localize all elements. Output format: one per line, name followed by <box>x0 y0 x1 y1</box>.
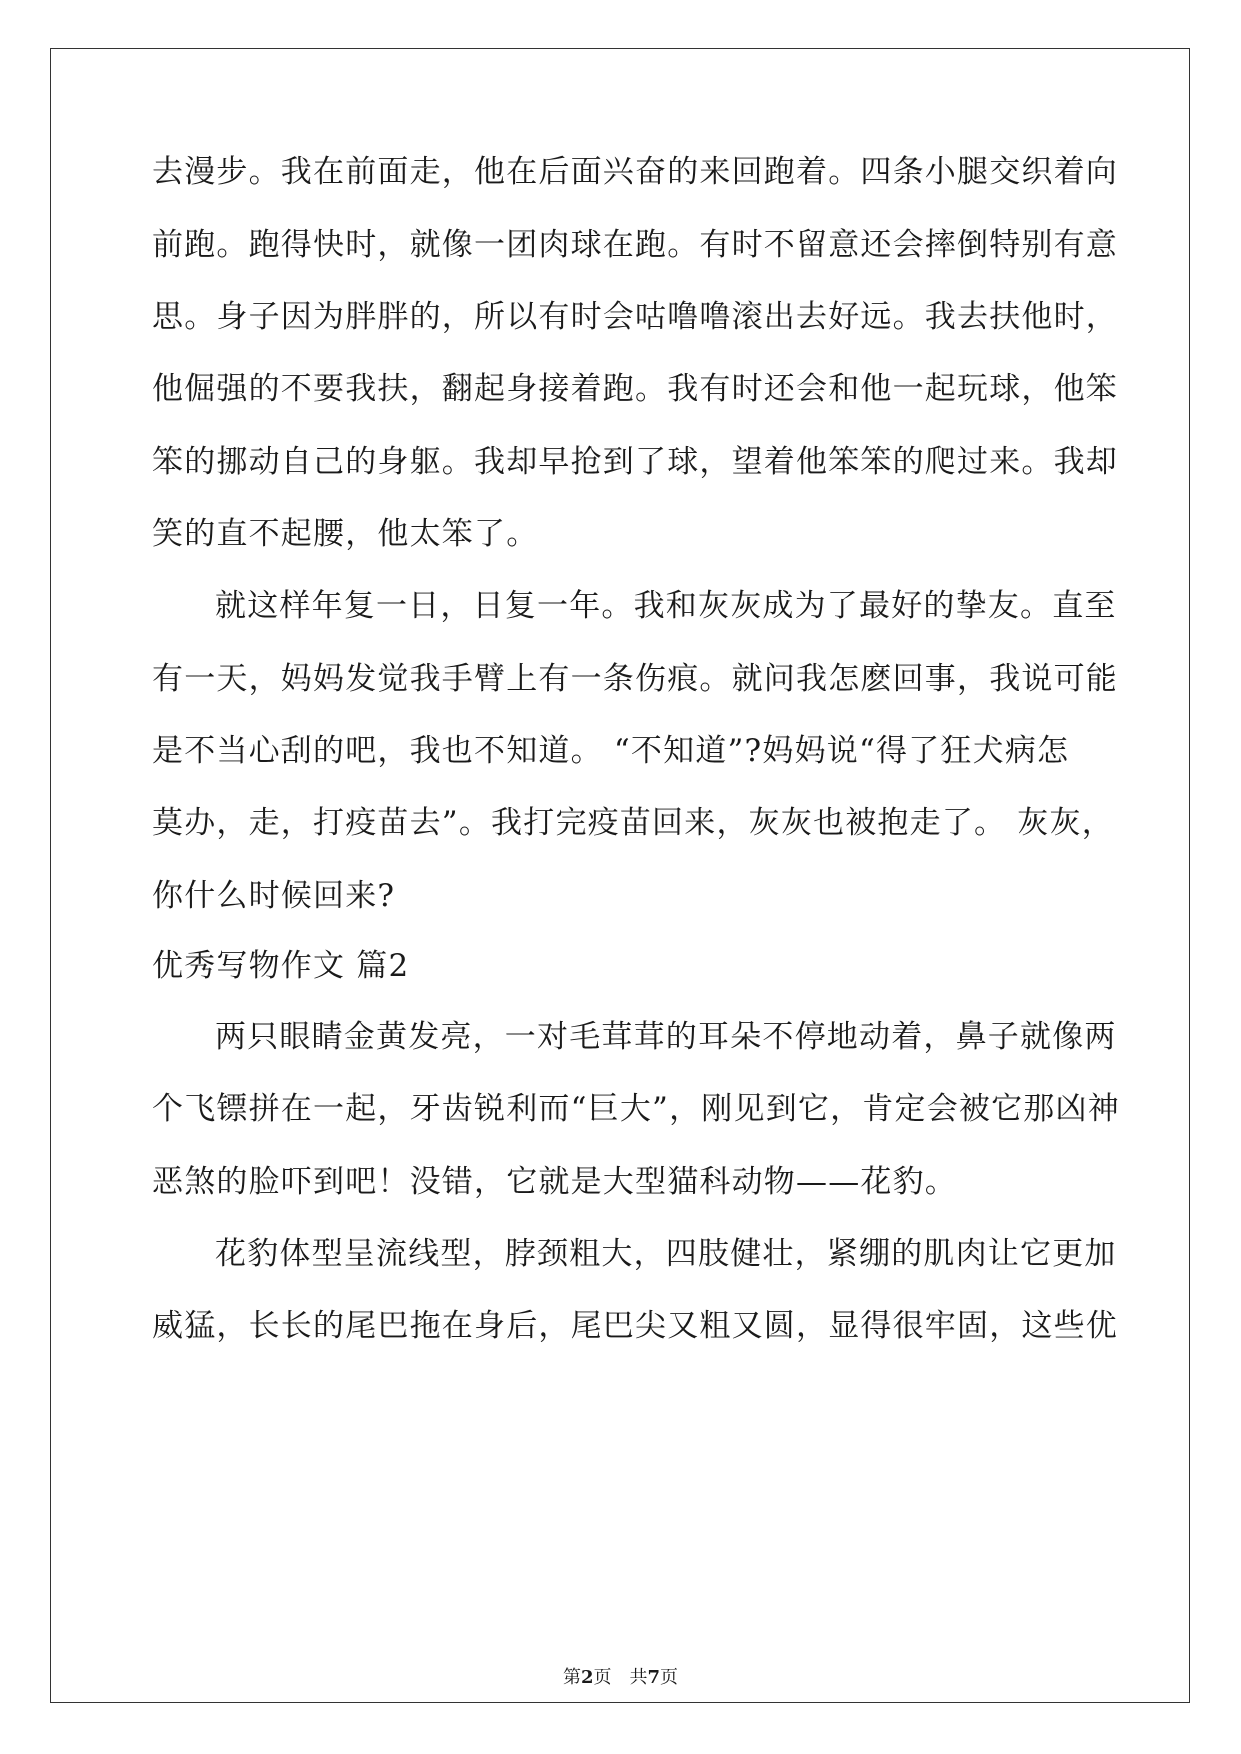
total-pages-number: 7 <box>647 1667 661 1688</box>
text-line: 是不当心刮的吧，我也不知道。 “不知道”?妈妈说“得了狂犬病怎 <box>152 733 1070 769</box>
page-label-suffix: 页 <box>660 1667 679 1688</box>
text-line: 笨的挪动自己的身躯。我却早抢到了球，望着他笨笨的爬过来。我却 <box>152 444 1118 480</box>
page-label-mid: 页 共 <box>593 1667 648 1688</box>
page-label-prefix: 第 <box>562 1667 581 1688</box>
section-heading: 优秀写物作文 篇2 <box>152 948 410 984</box>
text-line: 威猛，长长的尾巴拖在身后，尾巴尖又粗又圆，显得很牢固，这些优 <box>152 1308 1118 1344</box>
text-line: 前跑。跑得快时，就像一团肉球在跑。有时不留意还会摔倒特别有意 <box>152 227 1118 263</box>
page-footer <box>0 1666 1241 1690</box>
text-line: 你什么时候回来? <box>152 878 396 914</box>
text-line: 思。身子因为胖胖的，所以有时会咕噜噜滚出去好远。我去扶他时， <box>152 299 1118 335</box>
text-line: 有一天，妈妈发觉我手臂上有一条伤痕。就问我怎麽回事，我说可能 <box>152 661 1118 697</box>
text-line: 去漫步。我在前面走，他在后面兴奋的来回跑着。四条小腿交织着向 <box>152 154 1118 190</box>
text-line: 就这样年复一日，日复一年。我和灰灰成为了最好的挚友。直至 <box>215 588 1117 624</box>
current-page-number: 2 <box>580 1667 594 1688</box>
text-line: 个飞镖拼在一起，牙齿锐利而“巨大”，刚见到它，肯定会被它那凶神 <box>152 1091 1120 1127</box>
text-line: 笑的直不起腰，他太笨了。 <box>152 516 539 552</box>
text-line: 他倔强的不要我扶，翻起身接着跑。我有时还会和他一起玩球，他笨 <box>152 371 1118 407</box>
text-line: 花豹体型呈流线型，脖颈粗大，四肢健壮，紧绷的肌肉让它更加 <box>215 1236 1117 1272</box>
text-line: 莫办，走，打疫苗去”。我打完疫苗回来，灰灰也被抱走了。 灰灰， <box>152 805 1114 841</box>
text-line: 两只眼睛金黄发亮，一对毛茸茸的耳朵不停地动着，鼻子就像两 <box>215 1019 1117 1055</box>
text-line: 恶煞的脸吓到吧！没错，它就是大型猫科动物——花豹。 <box>152 1164 957 1200</box>
